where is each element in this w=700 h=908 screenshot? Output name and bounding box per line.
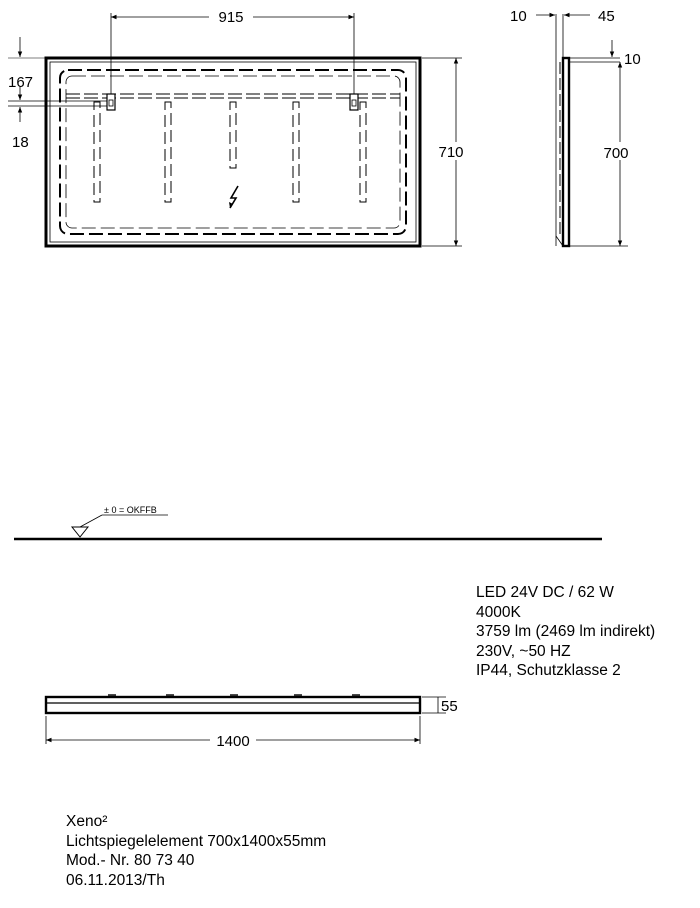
dim-710: 710 bbox=[438, 144, 464, 161]
side-profile bbox=[563, 58, 569, 246]
drawing-date: 06.11.2013/Th bbox=[66, 871, 165, 889]
dim-1400: 1400 bbox=[216, 733, 250, 750]
dim-10-top: 10 bbox=[624, 51, 641, 68]
spec-lumen: 3759 lm (2469 lm indirekt) bbox=[476, 623, 656, 640]
spec-color-temp: 4000K bbox=[476, 603, 521, 621]
model-number: Mod.- Nr. 80 73 40 bbox=[66, 852, 195, 869]
dim-167: 167 bbox=[8, 74, 34, 91]
product-name: Xeno² bbox=[66, 813, 108, 830]
dim-45: 45 bbox=[598, 8, 615, 25]
spec-power: LED 24V DC / 62 W bbox=[476, 584, 614, 601]
spec-voltage: 230V, ~50 HZ bbox=[476, 642, 571, 660]
wall-hanger-left bbox=[107, 94, 115, 110]
dim-55: 55 bbox=[441, 698, 458, 715]
dim-915: 915 bbox=[218, 9, 244, 26]
mirror-frame bbox=[46, 58, 420, 246]
dim-10-side: 10 bbox=[510, 8, 527, 25]
dim-18: 18 bbox=[12, 134, 29, 151]
floor-reference-label: ± 0 = OKFFB bbox=[104, 505, 157, 515]
mirror-bottom-profile bbox=[46, 697, 420, 713]
product-info bbox=[66, 812, 326, 890]
dim-700: 700 bbox=[603, 145, 629, 162]
front-view bbox=[8, 8, 467, 246]
side-view bbox=[510, 8, 641, 246]
internal-struts bbox=[94, 102, 366, 202]
wall-hanger-right bbox=[350, 94, 358, 110]
bottom-view bbox=[46, 695, 458, 750]
technical-specs bbox=[476, 583, 655, 681]
floor-reference bbox=[14, 505, 602, 539]
level-marker-icon bbox=[72, 527, 88, 537]
spec-protection: IP44, Schutzklasse 2 bbox=[476, 662, 621, 679]
product-description: Lichtspiegelelement 700x1400x55mm bbox=[66, 832, 327, 850]
